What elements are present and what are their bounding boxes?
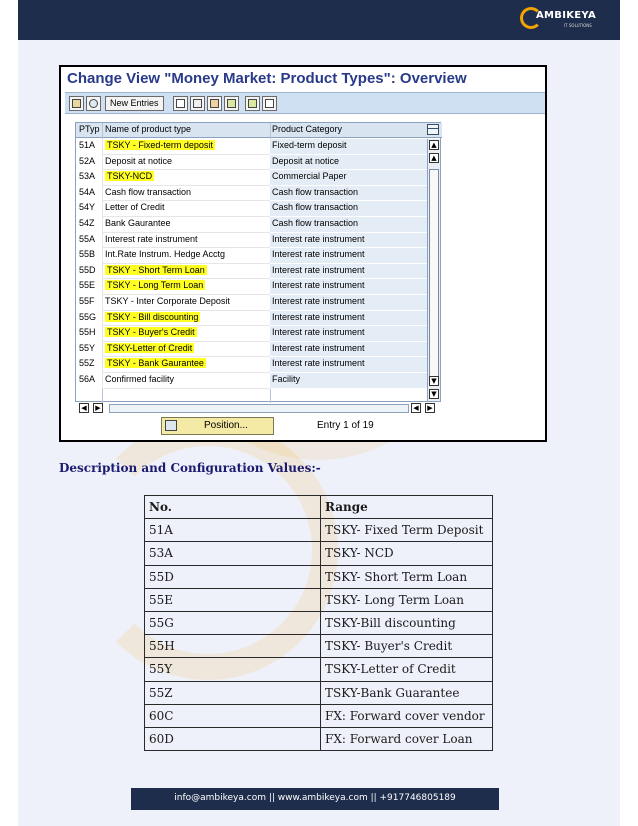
sap-toolbar	[65, 92, 545, 114]
product-name-cell[interactable]: TSKY - Fixed-term deposit	[107, 140, 213, 150]
product-category-cell[interactable]: Interest rate instrument	[272, 233, 365, 244]
ptyp-cell: 55Z	[79, 358, 95, 369]
config-row	[145, 611, 493, 634]
product-category-cell[interactable]: Interest rate instrument	[272, 249, 365, 260]
ptyp-cell: 55B	[79, 249, 96, 260]
col-header-category[interactable]: Product Category	[272, 124, 343, 134]
select-block-button[interactable]	[245, 96, 260, 111]
horizontal-scrollbar[interactable]	[75, 403, 441, 415]
config-no-cell: 55E	[145, 588, 321, 611]
product-category-cell[interactable]: Facility	[272, 373, 301, 384]
select-block-icon	[248, 99, 257, 108]
product-name-cell[interactable]: Confirmed facility	[105, 373, 175, 384]
table-row[interactable]	[76, 170, 428, 186]
col-header-ptyp[interactable]: PTyp	[79, 124, 100, 134]
table-row[interactable]	[76, 357, 428, 373]
header-band	[18, 0, 620, 40]
product-category-cell[interactable]: Interest rate instrument	[272, 311, 365, 322]
config-no-cell: 51A	[145, 519, 321, 542]
delete-icon	[193, 99, 202, 108]
table-row[interactable]	[76, 139, 428, 155]
undo-button[interactable]	[207, 96, 222, 111]
config-no-cell: 55G	[145, 611, 321, 634]
config-table-header-row	[145, 496, 493, 519]
product-category-cell[interactable]: Interest rate instrument	[272, 358, 365, 369]
product-name-cell[interactable]: TSKY - Bank Gaurantee	[107, 358, 204, 369]
description-heading: Description and Configuration Values:-	[59, 461, 321, 475]
table-header	[76, 123, 442, 138]
ptyp-cell: 55H	[79, 327, 96, 338]
product-name-cell[interactable]: TSKY - Inter Corporate Deposit	[105, 295, 230, 306]
config-row	[145, 658, 493, 681]
ptyp-cell: 55E	[79, 280, 96, 291]
footer-bar	[131, 788, 499, 810]
vertical-scrollbar[interactable]	[427, 139, 440, 401]
product-category-cell[interactable]: Cash flow transaction	[272, 186, 359, 197]
product-category-cell[interactable]: Cash flow transaction	[272, 202, 359, 213]
scroll-up-icon[interactable]: ▲	[429, 140, 439, 150]
col-header-name[interactable]: Name of product type	[105, 124, 192, 134]
pencil-glasses-icon	[72, 99, 81, 108]
select-all-button[interactable]	[224, 96, 239, 111]
product-category-cell[interactable]: Interest rate instrument	[272, 295, 365, 306]
logo-brand-name: AMBIKEYA	[536, 10, 597, 21]
config-header-range: Range	[321, 496, 493, 519]
ptyp-cell: 54A	[79, 186, 96, 197]
config-row	[145, 704, 493, 727]
config-values-table	[144, 495, 493, 751]
config-row	[145, 635, 493, 658]
scroll-thumb[interactable]	[429, 169, 439, 377]
change-display-button[interactable]	[69, 96, 84, 111]
horizontal-scroll-track[interactable]	[109, 404, 409, 413]
select-all-icon	[227, 99, 236, 108]
product-category-cell[interactable]: Interest rate instrument	[272, 342, 365, 353]
scroll-right-end-icon[interactable]: ▶	[425, 403, 435, 413]
scroll-page-up-icon[interactable]: ▲	[429, 153, 439, 163]
table-rows	[76, 139, 428, 389]
product-category-cell[interactable]: Cash flow transaction	[272, 217, 359, 228]
table-row[interactable]	[76, 311, 428, 327]
ptyp-cell: 51A	[79, 140, 96, 150]
product-name-cell[interactable]: Letter of Credit	[105, 202, 165, 213]
scroll-left-end-icon[interactable]: ◀	[411, 403, 421, 413]
position-icon	[165, 420, 177, 431]
table-row[interactable]	[76, 248, 428, 264]
position-button[interactable]	[161, 417, 274, 435]
ptyp-cell: 55A	[79, 233, 96, 244]
table-row[interactable]	[76, 186, 428, 202]
product-name-cell[interactable]: Deposit at notice	[105, 155, 173, 166]
config-no-cell: 60C	[145, 704, 321, 727]
table-settings-icon[interactable]	[427, 124, 439, 135]
sap-screenshot	[59, 65, 547, 442]
scroll-left-icon[interactable]: ◀	[79, 403, 89, 413]
product-name-cell[interactable]: Int.Rate Instrum. Hedge Acctg	[105, 249, 226, 260]
table-row[interactable]	[76, 295, 428, 311]
new-entries-button[interactable]: New Entries	[105, 96, 164, 111]
config-range-cell: FX: Forward cover Loan	[321, 727, 493, 750]
ptyp-cell: 55D	[79, 264, 96, 275]
config-range-cell: TSKY-Bill discounting	[321, 611, 493, 634]
product-name-cell[interactable]: TSKY - Short Term Loan	[107, 264, 205, 275]
footer-contact: info@ambikeya.com || www.ambikeya.com || +917746805189	[174, 793, 456, 803]
config-row	[145, 588, 493, 611]
config-range-cell: TSKY- Buyer's Credit	[321, 635, 493, 658]
product-category-cell[interactable]: Fixed-term deposit	[272, 140, 347, 150]
product-types-table	[75, 122, 441, 402]
ptyp-cell: 55G	[79, 311, 97, 322]
config-range-cell: TSKY- NCD	[321, 542, 493, 565]
ptyp-cell: 54Y	[79, 202, 96, 213]
table-row[interactable]	[76, 217, 428, 233]
config-no-cell: 55Y	[145, 658, 321, 681]
table-row[interactable]	[76, 342, 428, 358]
table-row[interactable]	[76, 201, 428, 217]
config-range-cell: TSKY- Short Term Loan	[321, 565, 493, 588]
ptyp-cell: 53A	[79, 171, 96, 182]
table-row[interactable]	[76, 326, 428, 342]
table-row[interactable]	[76, 155, 428, 171]
table-row[interactable]	[76, 373, 428, 389]
config-range-cell: TSKY- Fixed Term Deposit	[321, 519, 493, 542]
scroll-page-down-icon[interactable]: ▼	[429, 376, 439, 386]
magnifier-icon	[89, 99, 98, 108]
config-range-cell: TSKY-Bank Guarantee	[321, 681, 493, 704]
ptyp-cell: 52A	[79, 155, 96, 166]
product-name-cell[interactable]: TSKY - Buyer's Credit	[107, 327, 195, 338]
config-table-body	[145, 519, 493, 751]
ptyp-cell: 56A	[79, 373, 96, 384]
product-name-cell[interactable]: TSKY - Bill discounting	[107, 311, 199, 322]
product-name-cell[interactable]: TSKY-Letter of Credit	[107, 342, 193, 353]
position-button-label: Position...	[204, 420, 248, 431]
ptyp-cell: 55F	[79, 295, 95, 306]
logo-tagline: IT SOLUTIONS	[564, 23, 592, 28]
config-row	[145, 542, 493, 565]
find-button[interactable]	[86, 96, 101, 111]
config-no-cell: 55H	[145, 635, 321, 658]
config-no-cell: 55D	[145, 565, 321, 588]
table-row[interactable]	[76, 233, 428, 249]
scroll-right-icon[interactable]: ▶	[93, 403, 103, 413]
ambikeya-logo	[520, 6, 600, 32]
deselect-icon	[265, 99, 274, 108]
config-row	[145, 727, 493, 750]
product-category-cell[interactable]: Commercial Paper	[272, 171, 347, 182]
config-header-no: No.	[145, 496, 321, 519]
copy-icon	[176, 99, 185, 108]
product-name-cell[interactable]: Cash flow transaction	[105, 186, 192, 197]
table-row[interactable]	[76, 264, 428, 280]
config-range-cell: TSKY-Letter of Credit	[321, 658, 493, 681]
config-row	[145, 681, 493, 704]
undo-icon	[210, 99, 219, 108]
copy-button[interactable]	[173, 96, 188, 111]
product-name-cell[interactable]: Interest rate instrument	[105, 233, 198, 244]
config-row	[145, 565, 493, 588]
ptyp-cell: 54Z	[79, 217, 95, 228]
config-no-cell: 55Z	[145, 681, 321, 704]
product-category-cell[interactable]: Deposit at notice	[272, 155, 340, 166]
sap-view-title: Change View "Money Market: Product Types": Overview	[67, 70, 467, 87]
product-category-cell[interactable]: Interest rate instrument	[272, 280, 365, 291]
config-range-cell: FX: Forward cover vendor	[321, 704, 493, 727]
product-category-cell[interactable]: Interest rate instrument	[272, 327, 365, 338]
delete-button[interactable]	[190, 96, 205, 111]
product-name-cell[interactable]: TSKY-NCD	[107, 171, 153, 182]
scroll-down-icon[interactable]: ▼	[429, 389, 439, 399]
config-range-cell: TSKY- Long Term Loan	[321, 588, 493, 611]
product-name-cell[interactable]: Bank Gaurantee	[105, 217, 171, 228]
table-row[interactable]	[76, 279, 428, 295]
ptyp-cell: 55Y	[79, 342, 96, 353]
config-no-cell: 53A	[145, 542, 321, 565]
deselect-all-button[interactable]	[262, 96, 277, 111]
product-name-cell[interactable]: TSKY - Long Term Loan	[107, 280, 204, 291]
product-category-cell[interactable]: Interest rate instrument	[272, 264, 365, 275]
config-row	[145, 519, 493, 542]
config-no-cell: 60D	[145, 727, 321, 750]
entry-status: Entry 1 of 19	[317, 420, 374, 431]
